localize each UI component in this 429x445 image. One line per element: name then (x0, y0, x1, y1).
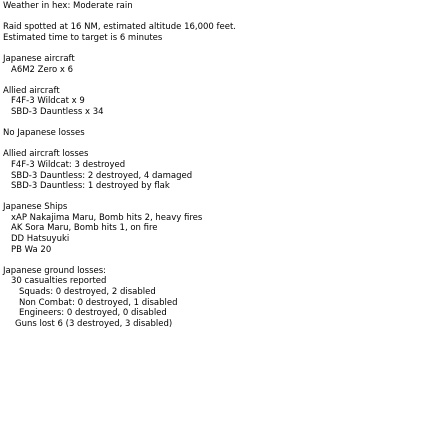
ground-loss-detail: Engineers: 0 destroyed, 0 disabled (19, 308, 167, 319)
ship-item: AK Sora Maru, Bomb hits 1, on fire (11, 223, 158, 234)
ground-loss-detail: Squads: 0 destroyed, 2 disabled (19, 287, 156, 298)
allied-aircraft-heading: Allied aircraft (3, 85, 60, 96)
spacer (3, 118, 427, 129)
ground-losses-heading: Japanese ground losses: (3, 265, 107, 276)
combat-report (3, 1, 427, 329)
japanese-aircraft-heading: Japanese aircraft (3, 53, 75, 64)
ship-item: xAP Nakajima Maru, Bomb hits 2, heavy fires (11, 212, 203, 223)
spacer (3, 255, 427, 266)
weather-line: Weather in hex: Moderate rain (3, 1, 133, 11)
casualties-line: 30 casualties reported (11, 276, 107, 287)
spacer (3, 43, 427, 54)
raid-eta-line: Estimated time to target is 6 minutes (3, 32, 163, 43)
spacer (3, 75, 427, 86)
japanese-ships-heading: Japanese Ships (3, 202, 68, 213)
ship-item: PB Wa 20 (11, 244, 52, 255)
allied-loss-item: SBD-3 Dauntless: 1 destroyed by flak (11, 181, 170, 192)
allied-loss-item: F4F-3 Wildcat: 3 destroyed (11, 159, 126, 170)
allied-aircraft-item: F4F-3 Wildcat x 9 (11, 96, 85, 107)
spacer (3, 139, 427, 150)
allied-aircraft-item: SBD-3 Dauntless x 34 (11, 106, 104, 117)
ground-loss-detail: Non Combat: 0 destroyed, 1 disabled (19, 297, 178, 308)
raid-spotted-line: Raid spotted at 16 NM, estimated altitude 16,000 feet. (3, 22, 237, 33)
spacer (3, 12, 427, 23)
japanese-losses-line: No Japanese losses (3, 128, 85, 139)
guns-lost-line: Guns lost 6 (3 destroyed, 3 disabled) (15, 318, 173, 329)
japanese-aircraft-item: A6M2 Zero x 6 (11, 64, 74, 75)
spacer (3, 192, 427, 203)
allied-loss-item: SBD-3 Dauntless: 2 destroyed, 4 damaged (11, 170, 193, 181)
allied-losses-heading: Allied aircraft losses (3, 149, 89, 160)
ship-item: DD Hatsuyuki (11, 234, 70, 245)
